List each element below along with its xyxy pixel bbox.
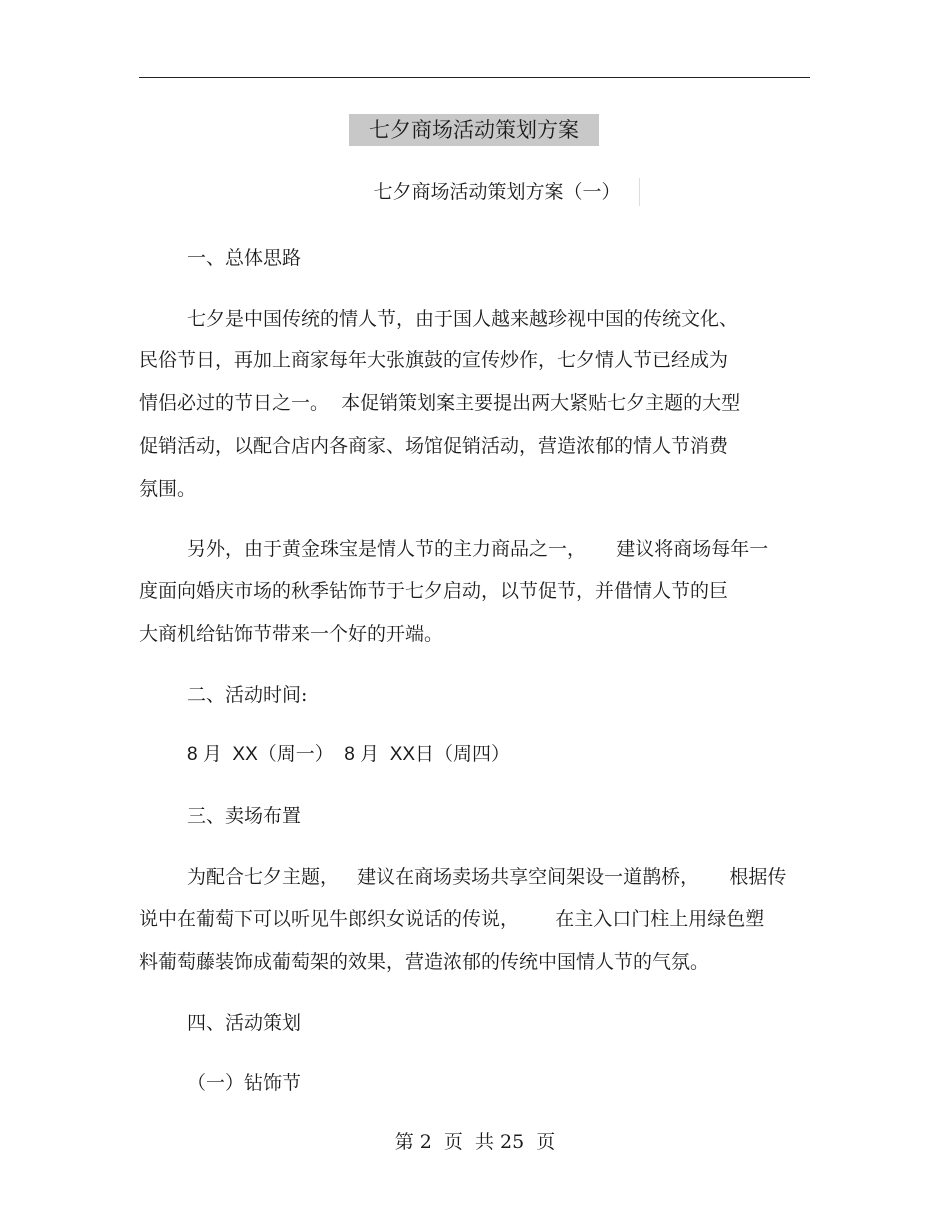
paragraph-line: 说中在葡萄下可以听见牛郎织女说话的传说， 在主入口门柱上用绿色塑 (139, 908, 765, 930)
event-time: 8 月 XX（周一） 8 月 XX日（周四） (187, 744, 511, 765)
paragraph-line: 情侣必过的节日之一。 本促销策划案主要提出两大紧贴七夕主题的大型 (139, 392, 741, 414)
document-title: 七夕商场活动策划方案 (349, 114, 599, 146)
paragraph-line: 度面向婚庆市场的秋季钻饰节于七夕启动，以节促节，并借情人节的巨 (139, 580, 729, 602)
paragraph-line: 民俗节日，再加上商家每年大张旗鼓的宣传炒作，七夕情人节已经成为 (139, 349, 729, 371)
paragraph-line: 大商机给钻饰节带来一个好的开端。 (139, 623, 444, 645)
header-rule (139, 77, 810, 78)
page-indicator: 第 2 页 共 25 页 (394, 1131, 556, 1153)
section-heading-1: 一、总体思路 (187, 247, 302, 269)
subsection-heading-1: （一）钻饰节 (187, 1072, 302, 1094)
paragraph-line: 料葡萄藤装饰成葡萄架的效果，营造浓郁的传统中国情人节的气氛。 (139, 951, 710, 973)
section-heading-3: 三、卖场布置 (187, 805, 302, 827)
paragraph-line: 氛围。 (139, 478, 197, 500)
paragraph-line: 七夕是中国传统的情人节，由于国人越来越珍视中国的传统文化、 (187, 308, 739, 330)
section-heading-4: 四、活动策划 (187, 1012, 302, 1034)
paragraph-line: 促销活动，以配合店内各商家、场馆促销活动，营造浓郁的情人节消费 (139, 435, 729, 457)
section-heading-2: 二、活动时间: (187, 684, 308, 706)
paragraph-line: 为配合七夕主题， 建议在商场卖场共享空间架设一道鹊桥， 根据传 (187, 866, 787, 888)
paragraph-line: 另外，由于黄金珠宝是情人节的主力商品之一， 建议将商场每年一 (187, 538, 769, 560)
document-subtitle: 七夕商场活动策划方案（一） (355, 178, 640, 206)
